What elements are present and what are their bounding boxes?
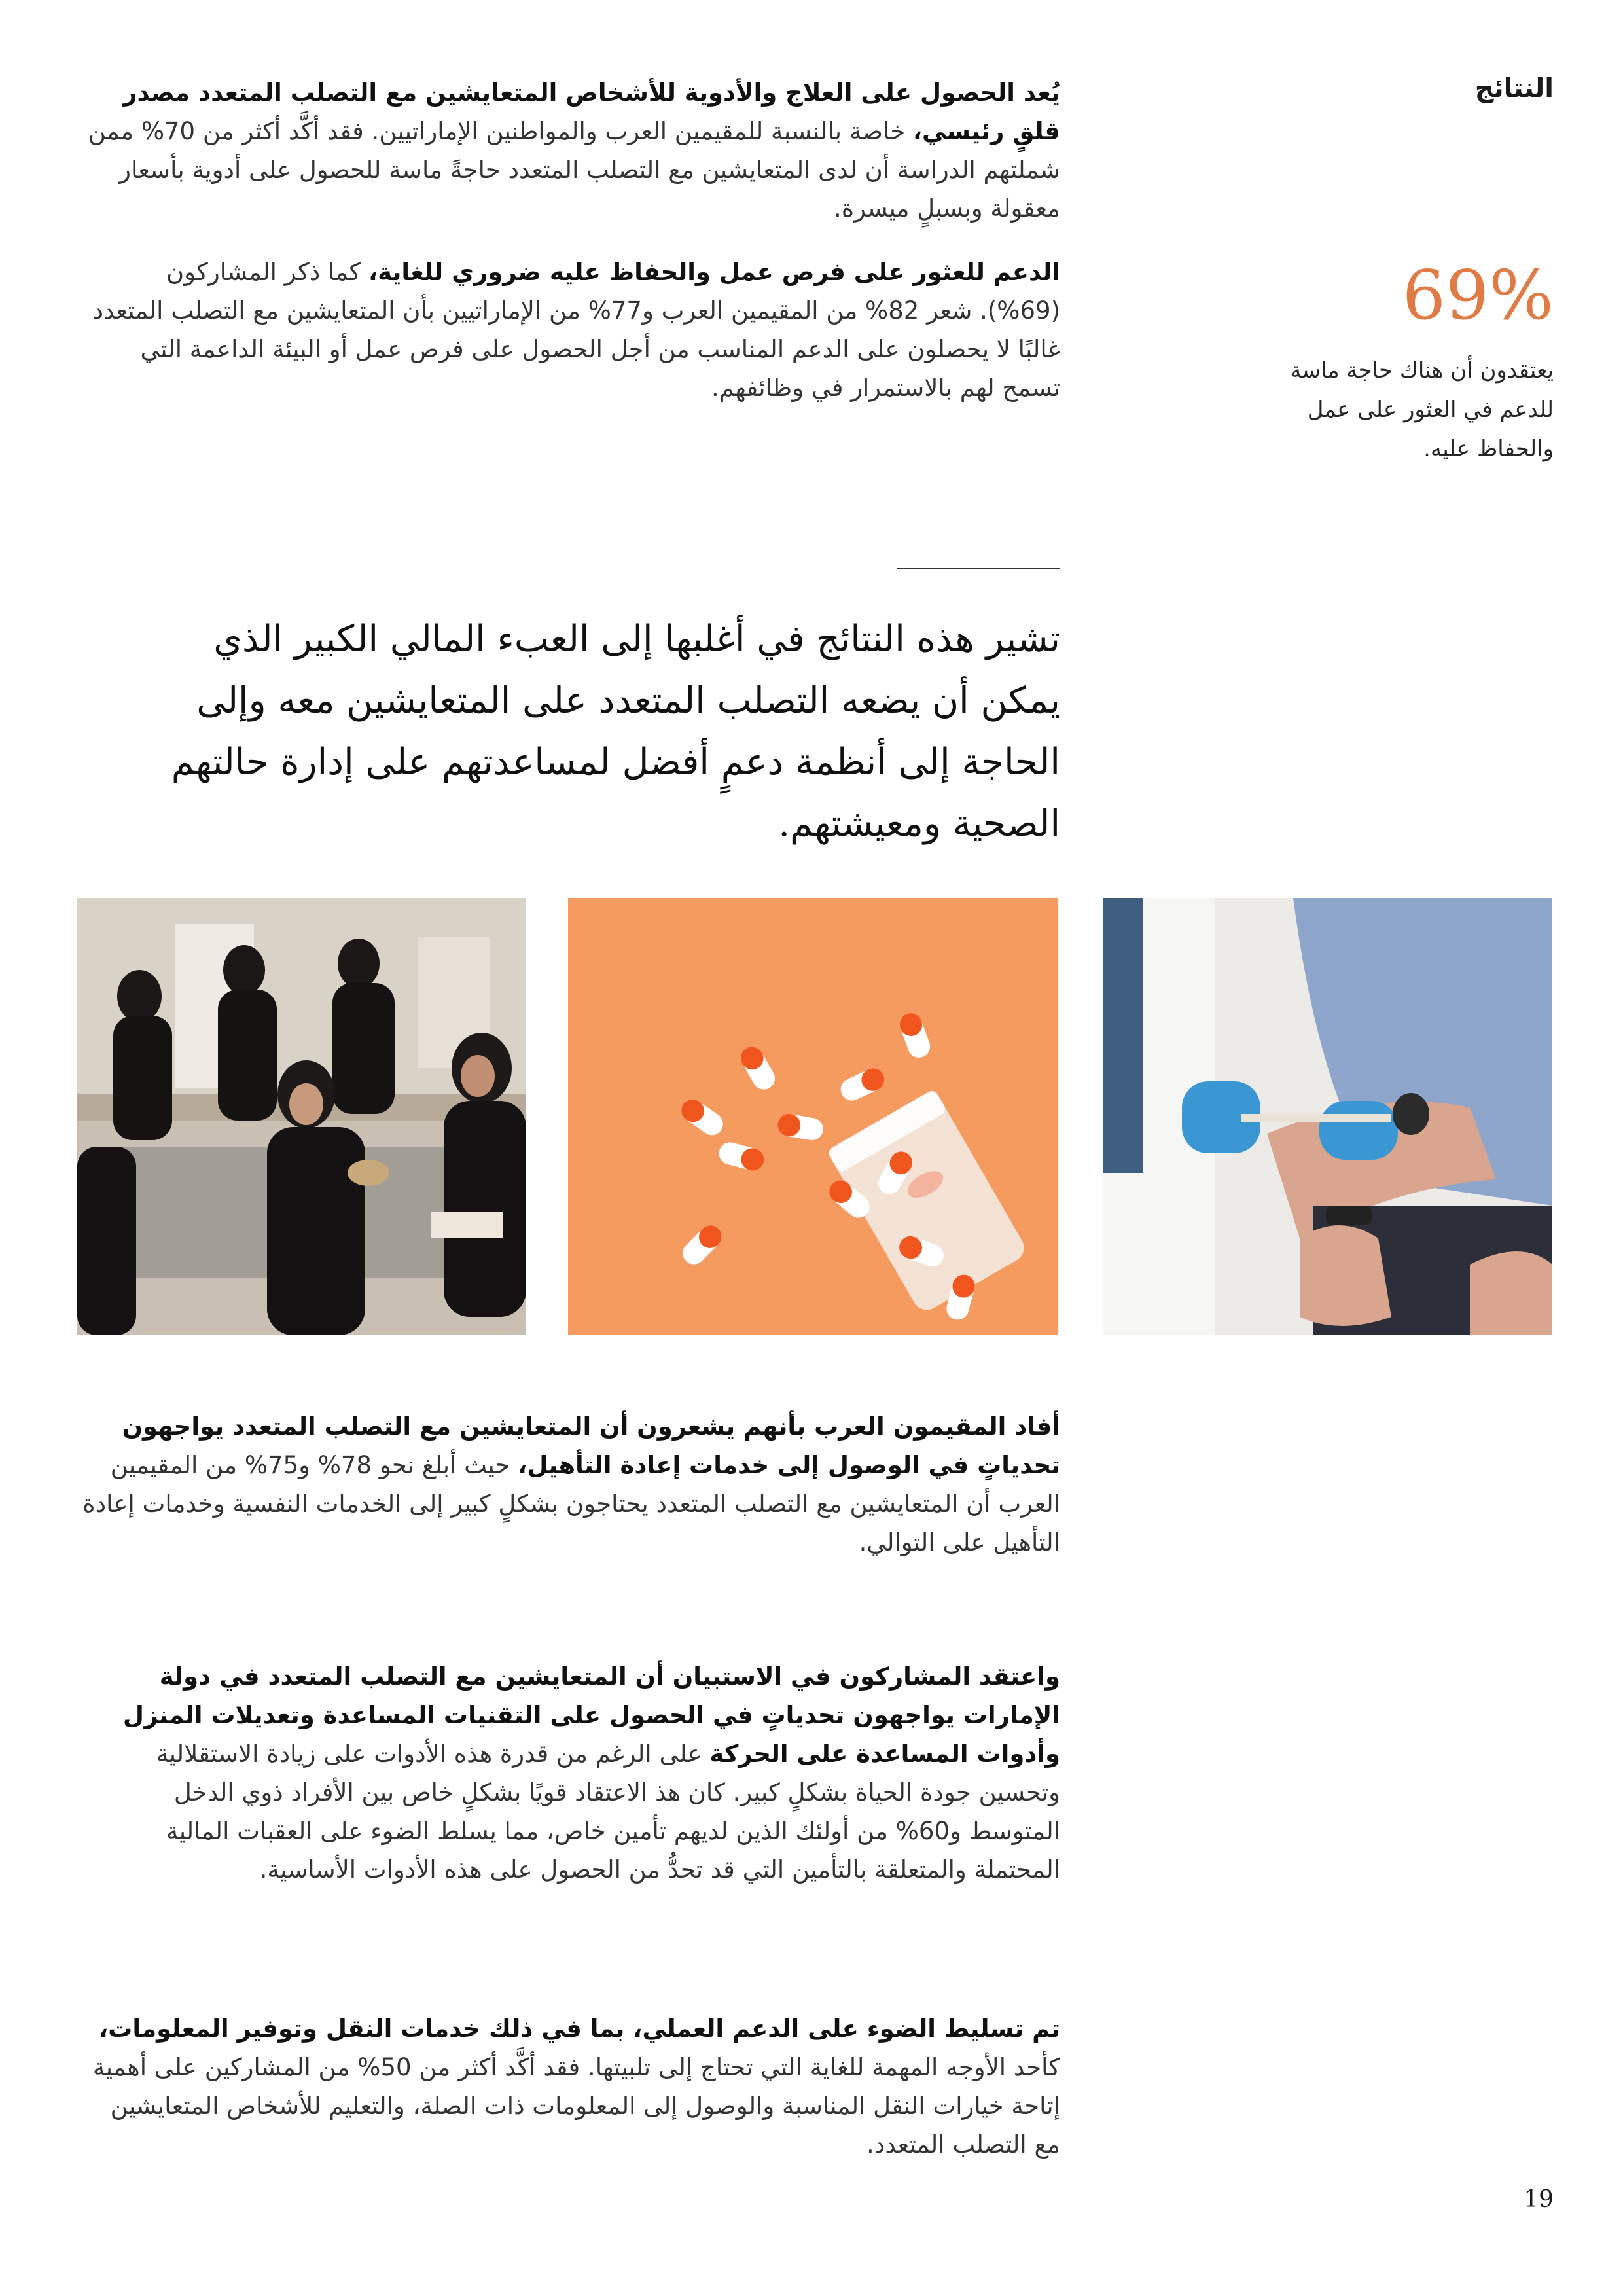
paragraph-lead: واعتقد المشاركون في الاستبيان أن المتعايشين مع التصلب المتعدد في دولة الإمارات يواجهون تحدياتٍ في الحصول على التقنيات المساعدة وتعديلات المنزل وأدوات المساعدة على الحركة bbox=[122, 1662, 1060, 1768]
paragraph-assistive-technology bbox=[79, 1657, 1060, 1889]
stat-caption: يعتقدون أن هناك حاجة ماسة للدعم في العثور على عمل والحفاظ عليه. bbox=[1290, 357, 1554, 462]
paragraph-lead: يُعد الحصول على العلاج والأدوية للأشخاص المتعايشين مع التصلب المتعدد مصدر قلقٍ رئيسي، bbox=[123, 79, 1060, 145]
paragraph-body: خاصة بالنسبة للمقيمين العرب والمواطنين الإماراتيين. فقد أكَّد أكثر من 70% ممن شملتهم الدراسة أن لدى المتعايشين مع التصلب المتعدد حاجةً ماسة للحصول على أدوية بأسعار معقولة وبسبلٍ ميسرة. bbox=[88, 117, 1060, 223]
stat-value: 69% bbox=[1402, 255, 1554, 335]
page-number: 19 bbox=[1524, 2186, 1554, 2213]
paragraph-body: حيث أبلغ نحو 78% و75% من المقيمين العرب أن المتعايشين مع التصلب المتعدد يحتاجون بشكلٍ كبير إلى الخدمات النفسية وخدمات إعادة التأهيل على التوالي. bbox=[82, 1451, 1060, 1556]
paragraph-medication-access bbox=[79, 73, 1060, 228]
paragraph-body: كأحد الأوجه المهمة للغاية التي تحتاج إلى تلبيتها. فقد أكَّد أكثر من 50% من المشاركين على أهمية إتاحة خيارات النقل المناسبة والوصول إلى المعلومات ذات الصلة، والتعليم للأشخاص المتعايشين مع التصلب المتعدد. bbox=[92, 2053, 1060, 2159]
paragraph-employment-support bbox=[79, 253, 1060, 407]
section-title: النتائج bbox=[1474, 73, 1554, 103]
paragraph-lead: الدعم للعثور على فرص عمل والحفاظ عليه ضروري للغاية، bbox=[368, 258, 1060, 286]
paragraph-lead: أفاد المقيمون العرب بأنهم يشعرون أن المتعايشين مع التصلب المتعدد يواجهون تحدياتٍ في الوصول إلى خدمات إعادة التأهيل، bbox=[122, 1412, 1060, 1479]
paragraph-practical-support bbox=[79, 2009, 1060, 2164]
paragraph-rehabilitation bbox=[79, 1407, 1060, 1562]
quote-divider bbox=[897, 568, 1060, 569]
group-discussion-photo bbox=[77, 898, 526, 1335]
paragraph-body: كما ذكر المشاركون (69%). شعر 82% من المقيمين العرب و77% من الإماراتيين بأن المتعايشين مع التصلب المتعدد غالبًا لا يحصلون على الدعم المناسب من أجل الحصول على فرص عمل أو البيئة الداعمة التي تسمح لهم بالاستمرار في وظائفهم. bbox=[92, 258, 1060, 402]
reflex-test-photo bbox=[1103, 898, 1552, 1335]
medicine-capsules-photo bbox=[568, 898, 1058, 1335]
paragraph-lead: تم تسليط الضوء على الدعم العملي، بما في ذلك خدمات النقل وتوفير المعلومات، bbox=[99, 2015, 1060, 2043]
paragraph-body: على الرغم من قدرة هذه الأدوات على زيادة الاستقلالية وتحسين جودة الحياة بشكلٍ كبير. كان هذ الاعتقاد قويًا بشكلٍ خاص بين الأفراد ذوي الدخل المتوسط و60% من أولئك الذين لديهم تأمين خاص، مما يسلط الضوء على العقبات المالية المحتملة والمتعلقة بالتأمين التي قد تحدُّ من الحصول على هذه الأدوات الأساسية. bbox=[156, 1740, 1060, 1884]
pull-quote: تشير هذه النتائج في أغلبها إلى العبء المالي الكبير الذي يمكن أن يضعه التصلب المتعدد على المتعايشين معه وإلى الحاجة إلى أنظمة دعمٍ أفضل لمساعدتهم على إدارة حالتهم الصحية ومعيشتهم. bbox=[171, 618, 1060, 845]
